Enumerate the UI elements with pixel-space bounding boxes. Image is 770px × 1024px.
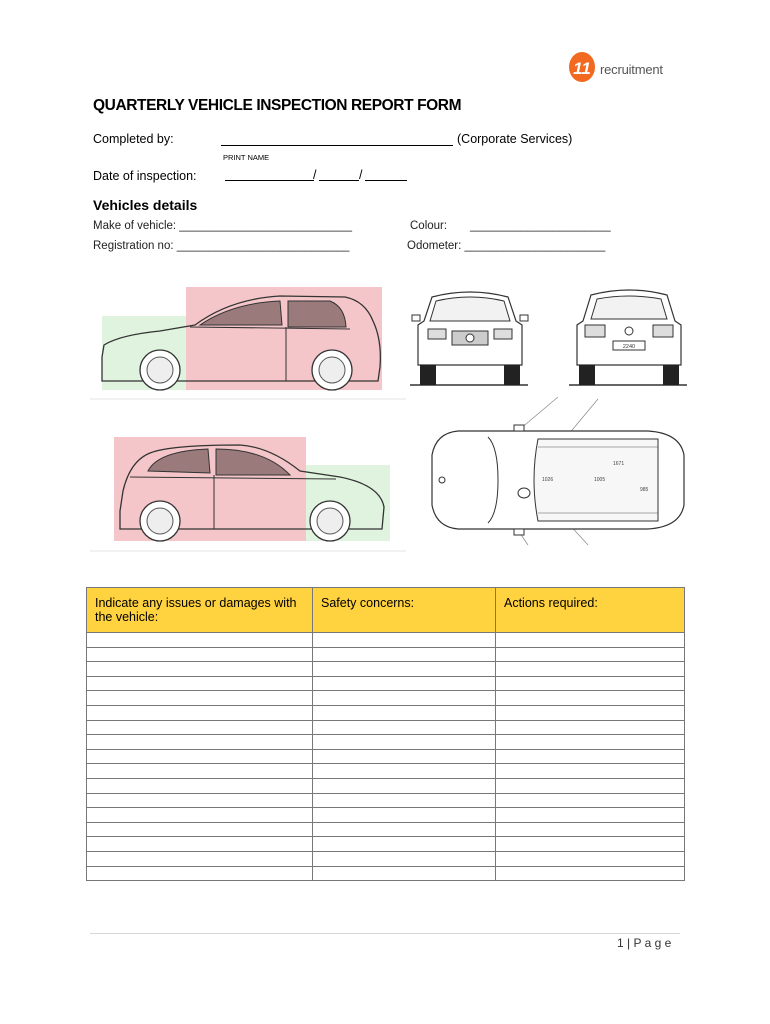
action-cell[interactable] [496,662,685,677]
car-top-icon [418,395,693,547]
car-rear-icon [569,285,689,389]
action-cell[interactable] [496,866,685,881]
action-cell[interactable] [496,720,685,735]
table-row [87,633,685,648]
completed-by-input[interactable] [221,145,453,146]
issue-cell[interactable] [87,691,313,706]
issue-cell[interactable] [87,749,313,764]
issue-cell[interactable] [87,735,313,750]
action-cell[interactable] [496,793,685,808]
table-row [87,647,685,662]
action-cell[interactable] [496,647,685,662]
safety-cell[interactable] [313,851,496,866]
table-row [87,691,685,706]
date-year-input[interactable] [365,180,407,181]
issue-cell[interactable] [87,647,313,662]
date-separator-1: / [313,168,317,182]
odometer-field[interactable]: Odometer: ______________________ [407,240,606,252]
issue-cell[interactable] [87,633,313,648]
safety-cell[interactable] [313,735,496,750]
table-row [87,764,685,779]
safety-cell[interactable] [313,778,496,793]
safety-cell[interactable] [313,837,496,852]
car-side-view-right [90,433,408,553]
vehicle-details-heading: Vehicles details [93,197,198,213]
make-of-vehicle-field[interactable]: Make of vehicle: ___________________________ [93,220,352,232]
car-rear-view [569,285,689,389]
inspection-table-body [87,633,685,881]
action-cell[interactable] [496,822,685,837]
issue-cell[interactable] [87,837,313,852]
registration-field[interactable]: Registration no: ___________________________ [93,240,350,252]
page-number: 1 [617,936,624,950]
table-row [87,749,685,764]
table-row [87,705,685,720]
car-side-view-left [90,285,408,400]
car-side-right-icon [90,433,408,553]
print-name-caption: PRINT NAME [223,153,270,162]
safety-cell[interactable] [313,647,496,662]
issue-cell[interactable] [87,662,313,677]
issue-cell[interactable] [87,822,313,837]
top-dim-a: 1671 [613,461,625,467]
page-label: | P a g e [627,936,672,950]
safety-cell[interactable] [313,691,496,706]
table-header-row [87,588,685,633]
action-cell[interactable] [496,808,685,823]
issue-cell[interactable] [87,866,313,881]
issue-cell[interactable] [87,720,313,735]
date-separator-2: / [359,168,363,182]
top-dim-d: 985 [640,487,649,493]
date-month-input[interactable] [319,180,359,181]
top-dim-b: 1005 [594,477,606,483]
safety-cell[interactable] [313,866,496,881]
table-row [87,866,685,881]
actions-column-header: Actions required: [496,588,685,633]
logo-text: recruitment [600,62,663,77]
safety-cell[interactable] [313,793,496,808]
table-row [87,676,685,691]
safety-cell[interactable] [313,822,496,837]
issue-cell[interactable] [87,778,313,793]
date-day-input[interactable] [225,180,314,181]
rear-plate-text: 2240 [622,344,636,350]
safety-cell[interactable] [313,662,496,677]
footer-divider [90,933,680,934]
issue-cell[interactable] [87,793,313,808]
action-cell[interactable] [496,778,685,793]
table-row [87,837,685,852]
issue-cell[interactable] [87,705,313,720]
action-cell[interactable] [496,676,685,691]
issue-cell[interactable] [87,676,313,691]
inspection-table [86,587,685,881]
table-row [87,735,685,750]
completed-by-label: Completed by: [93,132,174,146]
company-logo [566,50,686,86]
action-cell[interactable] [496,705,685,720]
action-cell[interactable] [496,633,685,648]
car-front-icon [410,285,530,389]
colour-field[interactable]: ______________________ [470,220,611,232]
form-title: QUARTERLY VEHICLE INSPECTION REPORT FORM [93,97,462,114]
page-footer [617,936,671,950]
completed-by-suffix: (Corporate Services) [457,132,573,146]
issue-cell[interactable] [87,764,313,779]
car-front-view [410,285,530,389]
action-cell[interactable] [496,851,685,866]
table-row [87,808,685,823]
car-top-view [418,395,693,547]
safety-cell[interactable] [313,720,496,735]
safety-cell[interactable] [313,676,496,691]
issue-cell[interactable] [87,808,313,823]
safety-cell[interactable] [313,705,496,720]
action-cell[interactable] [496,764,685,779]
table-row [87,778,685,793]
car-side-left-icon [90,285,408,400]
logo-number: 11 [573,59,591,78]
safety-column-header: Safety concerns: [313,588,496,633]
colour-label: Colour: [410,220,448,232]
table-row [87,822,685,837]
logo-mark-icon [568,50,604,84]
safety-cell[interactable] [313,749,496,764]
safety-cell[interactable] [313,808,496,823]
action-cell[interactable] [496,691,685,706]
action-cell[interactable] [496,735,685,750]
safety-cell[interactable] [313,764,496,779]
action-cell[interactable] [496,749,685,764]
top-dim-c: 1026 [542,477,554,483]
table-row [87,851,685,866]
safety-cell[interactable] [313,633,496,648]
table-row [87,720,685,735]
table-row [87,662,685,677]
table-row [87,793,685,808]
issue-cell[interactable] [87,851,313,866]
date-label: Date of inspection: [93,169,197,183]
issues-column-header: Indicate any issues or damages with the vehicle: [87,588,313,633]
action-cell[interactable] [496,837,685,852]
